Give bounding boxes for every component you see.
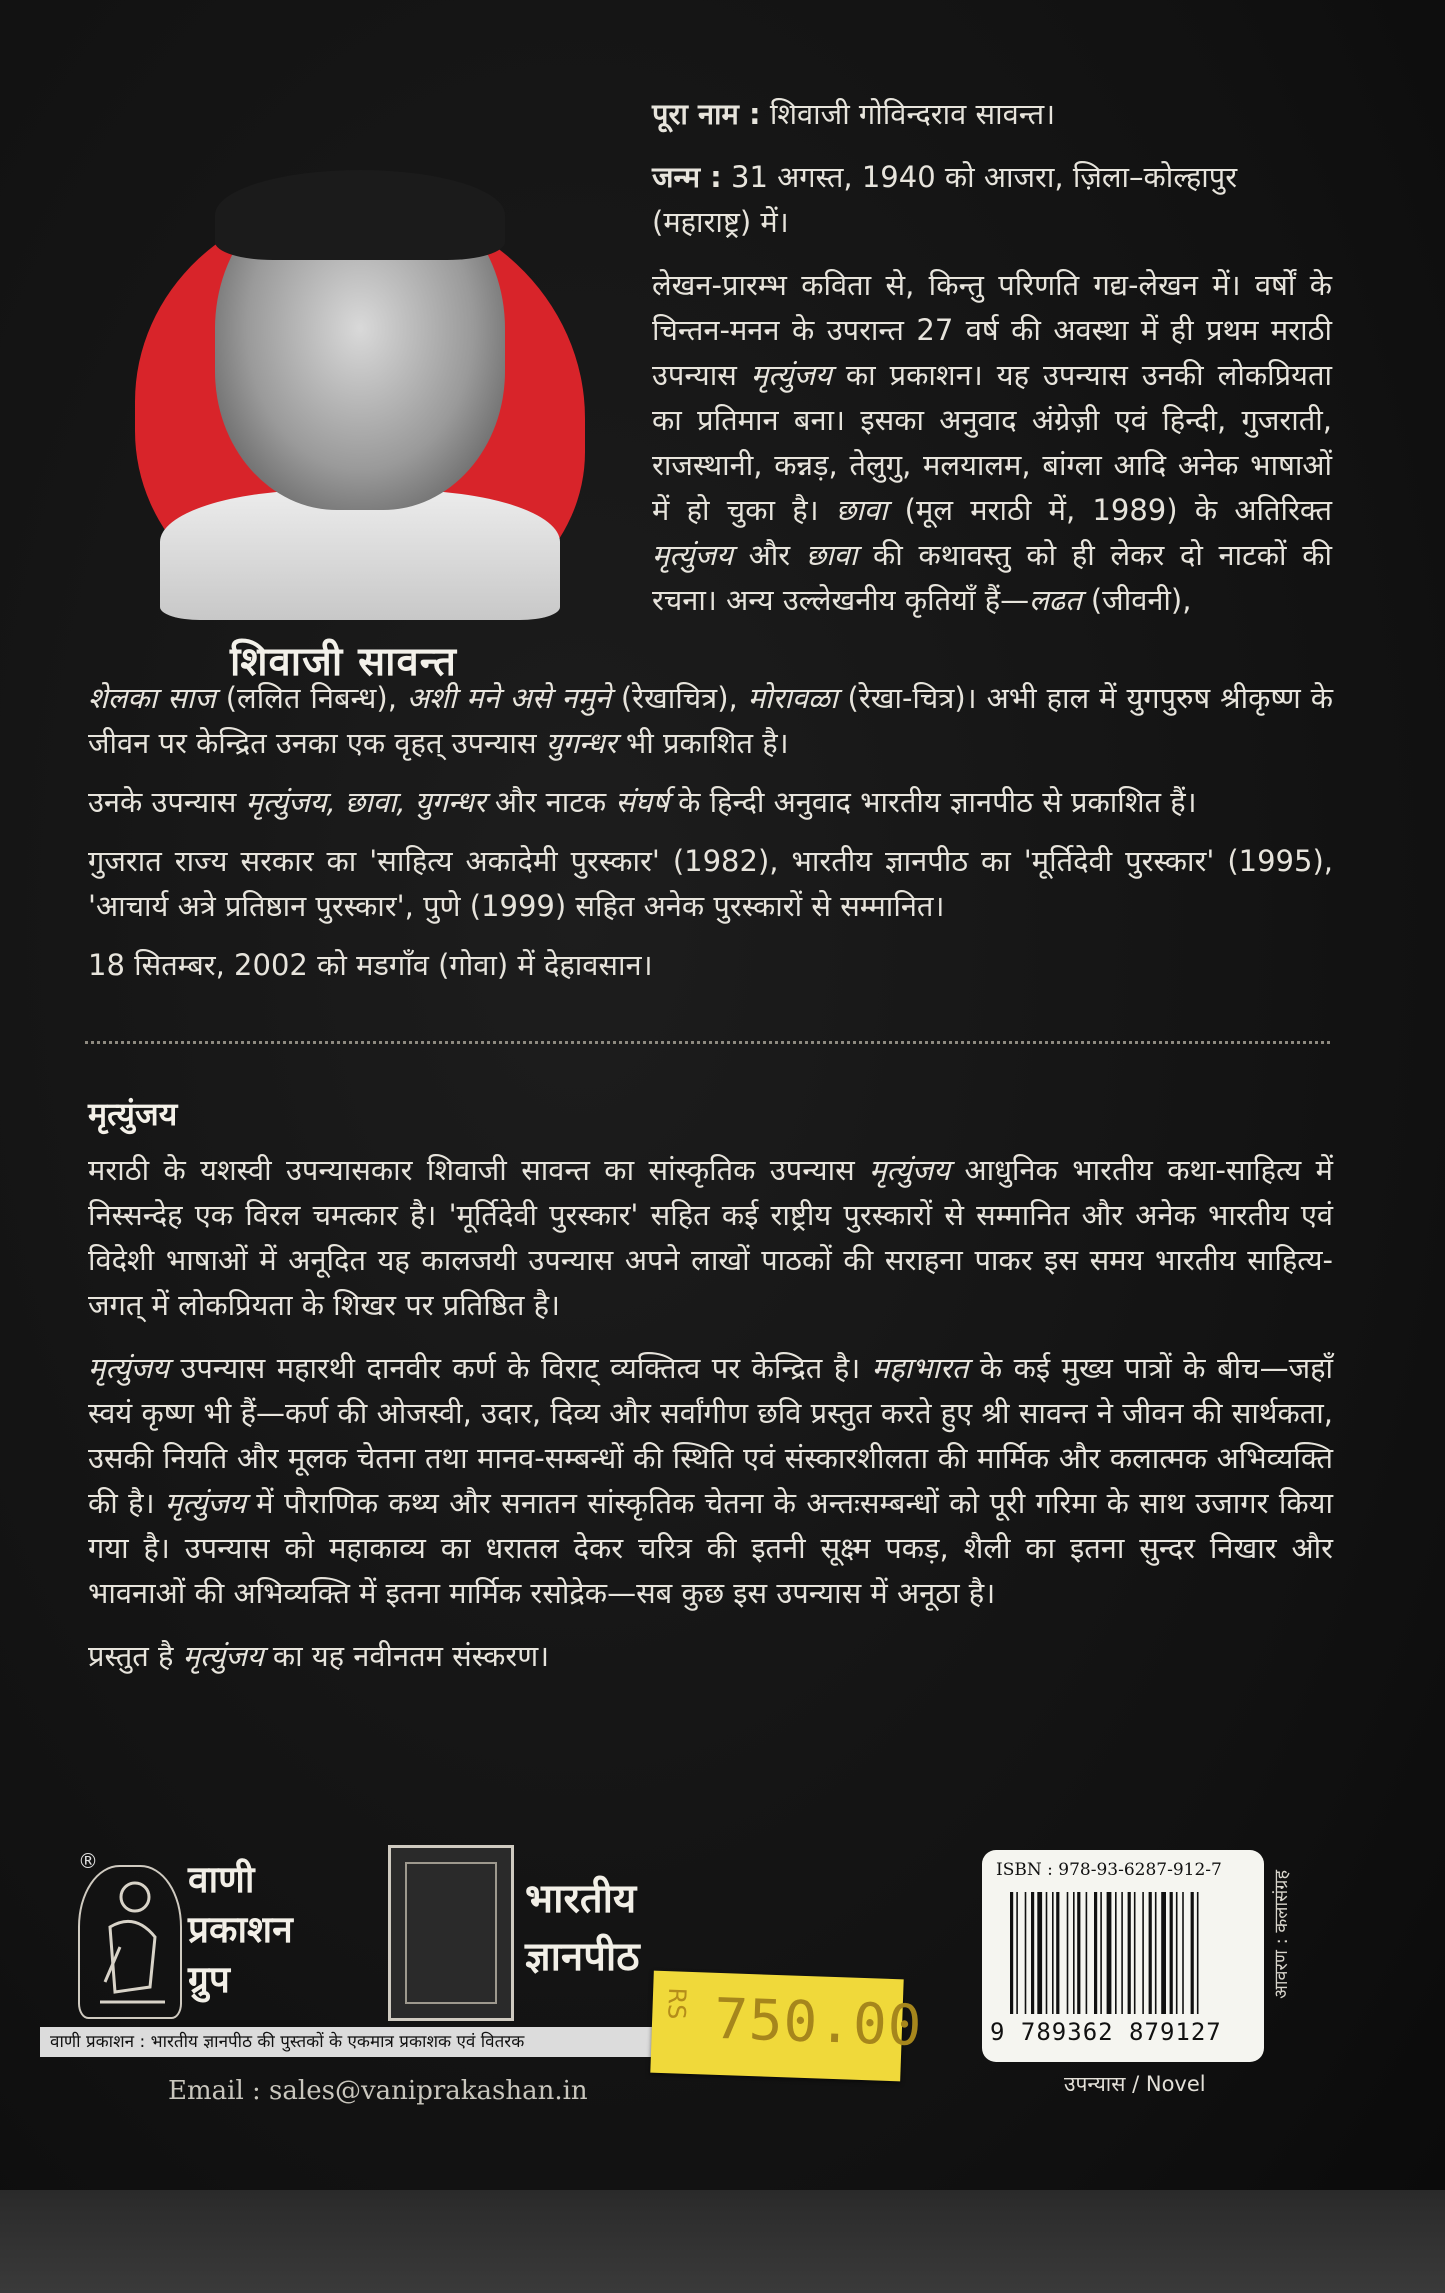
desc-text: मराठी के यशस्वी उपन्यासकार शिवाजी सावन्त का सांस्कृतिक उपन्यास bbox=[88, 1153, 870, 1187]
bio-continuation bbox=[88, 676, 1333, 766]
barcode-bar bbox=[1037, 1892, 1042, 2014]
bio-text: (ललित निबन्ध), bbox=[215, 681, 407, 715]
book-title-ref: मृत्युंजय, छावा, युगन्धर bbox=[245, 785, 486, 819]
jnanpith-line1: भारतीय bbox=[525, 1876, 637, 1922]
barcode-bar bbox=[1107, 1892, 1112, 2014]
jnanpith-line2: ज्ञानपीठ bbox=[525, 1934, 640, 1980]
bio-text: उनके उपन्यास bbox=[88, 785, 246, 819]
book-bottom-edge bbox=[0, 2190, 1445, 2293]
barcode-bar bbox=[1100, 1892, 1102, 2014]
vani-line3: ग्रुप bbox=[188, 1958, 230, 2001]
jnanpith-logo-text bbox=[525, 1870, 640, 1986]
description-paragraph bbox=[88, 1148, 1333, 1328]
barcode-bar bbox=[1176, 1892, 1178, 2014]
publisher-strip: वाणी प्रकाशन : भारतीय ज्ञानपीठ की पुस्तकों के एकमात्र प्रकाशक एवं वितरक bbox=[40, 2027, 690, 2057]
barcode-bar bbox=[1121, 1892, 1123, 2014]
desc-text: उपन्यास महारथी दानवीर कर्ण के विराट् व्यक्तित्व पर केन्द्रित है। bbox=[168, 1351, 872, 1385]
bio-text: लेखन-प्रारम्भ कविता से, किन्तु परिणति गद्य-लेखन में। वर्षों के चिन्तन-मनन के उपरान्त 27 वर्ष की अवस्था में ही प्रथम मराठी उपन्यास bbox=[652, 268, 1332, 392]
bio-text: का प्रकाशन। यह उपन्यास उनकी लोकप्रियता का प्रतिमान बना। इसका अनुवाद अंग्रेज़ी एवं हिन्दी, गुजराती, राजस्थानी, कन्नड़, तेलुगु, मलयालम, बांग्ला आदि अनेक भाषाओं में हो चुका है। bbox=[652, 358, 1332, 527]
full-name-line bbox=[652, 92, 1332, 137]
book-title-ref: मृत्युंजय bbox=[182, 1639, 264, 1673]
book-title-ref: छावा bbox=[835, 493, 888, 527]
isbn-barcode-box bbox=[982, 1850, 1264, 2062]
barcode-bar bbox=[1016, 1892, 1018, 2014]
bio-text: और नाटक bbox=[485, 785, 616, 819]
desc-text: प्रस्तुत है bbox=[88, 1639, 183, 1673]
desc-text: के कई मुख्य पात्रों के बीच—जहाँ स्वयं कृष्ण भी हैं—कर्ण की ओजस्वी, उदार, दिव्य और सर्वांगीण छवि प्रस्तुत करते हुए श्री सावन्त ने जीवन की सार्थकता, उसकी नियति और मूलक चेतना तथा मानव-सम्बन्धों की स्थिति एवं संस्कारशीलता की मार्मिक और कलात्मक अभिव्यक्ति की है। bbox=[88, 1351, 1333, 1520]
death-line: 18 सितम्बर, 2002 को मडगाँव (गोवा) में देहावसान। bbox=[88, 948, 653, 982]
dotted-divider bbox=[85, 1041, 1330, 1044]
book-title-ref: मृत्युंजय bbox=[869, 1153, 951, 1187]
barcode-graphic bbox=[1008, 1892, 1240, 2014]
book-title-ref: मोरावळा bbox=[747, 681, 838, 715]
book-title-ref: युगन्धर bbox=[545, 726, 617, 760]
birth-line bbox=[652, 155, 1332, 245]
barcode-bar bbox=[1170, 1892, 1173, 2014]
registered-mark: ® bbox=[78, 1849, 98, 1873]
awards-line: गुजरात राज्य सरकार का 'साहित्य अकादेमी पुरस्कार' (1982), भारतीय ज्ञानपीठ का 'मूर्तिदेवी पुरस्कार' (1995), 'आचार्य अत्रे प्रतिष्ठान पुरस्कार', पुणे (1999) सहित अनेक पुरस्कारों से सम्मानित। bbox=[88, 844, 1333, 923]
book-title-ref: मृत्युंजय bbox=[88, 1351, 169, 1385]
barcode-bar bbox=[1134, 1892, 1136, 2014]
barcode-bar bbox=[1046, 1892, 1048, 2014]
barcode-bar bbox=[1010, 1892, 1013, 2014]
barcode-bar bbox=[1025, 1892, 1027, 2014]
barcode-bar bbox=[1052, 1892, 1054, 2014]
barcode-bar bbox=[1077, 1892, 1080, 2014]
barcode-bar bbox=[1073, 1892, 1075, 2014]
price-currency: RS bbox=[662, 1987, 692, 2020]
barcode-bar bbox=[1086, 1892, 1088, 2014]
barcode-bar bbox=[1094, 1892, 1097, 2014]
barcode-bar bbox=[1155, 1892, 1157, 2014]
book-description bbox=[88, 1148, 1333, 1697]
barcode-bar bbox=[1031, 1892, 1034, 2014]
vani-line2: प्रकाशन bbox=[188, 1908, 293, 1951]
bio-text: (रेखा-चित्र)। अभी हाल में युगपुरुष श्रीकृष्ण के जीवन पर केन्द्रित उनका एक वृहत् उपन्यास bbox=[88, 681, 1333, 760]
translations-line bbox=[88, 780, 1333, 825]
desc-text: आधुनिक भारतीय कथा-साहित्य में निस्सन्देह एक विरल चमत्कार है। 'मूर्तिदेवी पुरस्कार' सहित कई राष्ट्रीय पुरस्कारों से सम्मानित और अनेक भारतीय एवं विदेशी भाषाओं में अनूदित यह कालजयी उपन्यास अपने लाखों पाठकों की सराहना पाकर इस समय भारतीय साहित्य-जगत् में लोकप्रियता के शिखर पर प्रतिष्ठित है। bbox=[88, 1153, 1333, 1322]
vani-line1: वाणी bbox=[188, 1858, 255, 1901]
barcode-bar bbox=[1056, 1892, 1059, 2014]
book-title-ref: अशी मने असे नमुने bbox=[406, 681, 611, 715]
publisher-email[interactable]: Email : sales@vaniprakashan.in bbox=[168, 2076, 588, 2106]
bio-text: और bbox=[732, 538, 806, 572]
author-bio-right bbox=[652, 92, 1332, 641]
author-portrait bbox=[120, 160, 600, 620]
portrait-hair bbox=[215, 170, 505, 260]
barcode-bar bbox=[1197, 1892, 1199, 2014]
bio-text: के हिन्दी अनुवाद भारतीय ज्ञानपीठ से प्रकाशित हैं। bbox=[668, 785, 1197, 819]
birth-label: जन्म : bbox=[652, 160, 722, 194]
jnanpith-emblem-inner bbox=[405, 1862, 497, 2004]
desc-text: का यह नवीनतम संस्करण। bbox=[263, 1639, 550, 1673]
book-title-ref: शेलका साज bbox=[88, 681, 216, 715]
barcode-bar bbox=[1142, 1892, 1144, 2014]
book-title-ref: छावा bbox=[805, 538, 858, 572]
isbn-digits: 9 789362 879127 bbox=[990, 2018, 1222, 2046]
book-title-ref: संघर्ष bbox=[615, 785, 669, 819]
price-amount: 750.00 bbox=[713, 1986, 924, 2060]
book-title-ref: महाभारत bbox=[871, 1351, 969, 1385]
bio-text: (रेखाचित्र), bbox=[610, 681, 748, 715]
barcode-bar bbox=[1067, 1892, 1069, 2014]
genre-label: उपन्यास / Novel bbox=[1064, 2072, 1206, 2096]
book-title-ref: लढत bbox=[1029, 583, 1082, 617]
book-title-ref: मृत्युंजय bbox=[164, 1486, 246, 1520]
barcode-bar bbox=[1191, 1892, 1194, 2014]
description-paragraph bbox=[88, 1634, 1333, 1679]
book-title-ref: मृत्युंजय bbox=[652, 538, 733, 572]
bio-text: भी प्रकाशित है। bbox=[616, 726, 789, 760]
description-paragraph bbox=[88, 1346, 1333, 1616]
birth-info: 31 अगस्त, 1940 को आजरा, ज़िला–कोल्हापुर (महाराष्ट्र) में। bbox=[652, 160, 1238, 239]
desc-text: में पौराणिक कथ्य और सनातन सांस्कृतिक चेतना के अन्तःसम्बन्धों को पूरी गरिमा के साथ उजागर किया गया है। उपन्यास को महाकाव्य का धरातल देकर चरित्र की इतनी सूक्ष्म पकड़, शैली का इतना सुन्दर निखार और भावनाओं की अभिव्यक्ति में इतना मार्मिक रसोद्रेक—सब कुछ इस उपन्यास में अनूठा है। bbox=[88, 1486, 1333, 1610]
bio-text: की कथावस्तु को ही लेकर दो नाटकों की रचना। अन्य उल्लेखनीय कृतियाँ हैं— bbox=[652, 538, 1333, 617]
book-title-heading: मृत्युंजय bbox=[88, 1095, 178, 1133]
barcode-bar bbox=[1115, 1892, 1117, 2014]
cover-credit-label: आवरण : कलासंग्रह bbox=[1271, 1870, 1292, 1999]
barcode-bar bbox=[1161, 1892, 1166, 2014]
barcode-bar bbox=[1182, 1892, 1184, 2014]
vani-logo-text bbox=[188, 1855, 293, 2005]
vani-prakashan-logo bbox=[78, 1849, 378, 2025]
bio-text: (जीवनी), bbox=[1081, 583, 1192, 617]
bio-text: (मूल मराठी में, 1989) के अतिरिक्त bbox=[887, 493, 1333, 527]
author-bio-full bbox=[88, 676, 1333, 1002]
isbn-label: ISBN : 978-93-6287-912-7 bbox=[996, 1860, 1222, 1880]
barcode-bar bbox=[1149, 1892, 1152, 2014]
bio-paragraph bbox=[652, 263, 1332, 623]
book-title-ref: मृत्युंजय bbox=[750, 358, 832, 392]
jnanpith-emblem-icon bbox=[388, 1845, 514, 2021]
full-name: शिवाजी गोविन्दराव सावन्त। bbox=[769, 97, 1056, 131]
author-caption: शिवाजी सावन्त bbox=[230, 639, 457, 685]
barcode-bar bbox=[1128, 1892, 1131, 2014]
price-sticker bbox=[650, 1971, 924, 2082]
saraswati-figure-icon bbox=[78, 1865, 182, 2019]
full-name-label: पूरा नाम : bbox=[652, 97, 761, 131]
